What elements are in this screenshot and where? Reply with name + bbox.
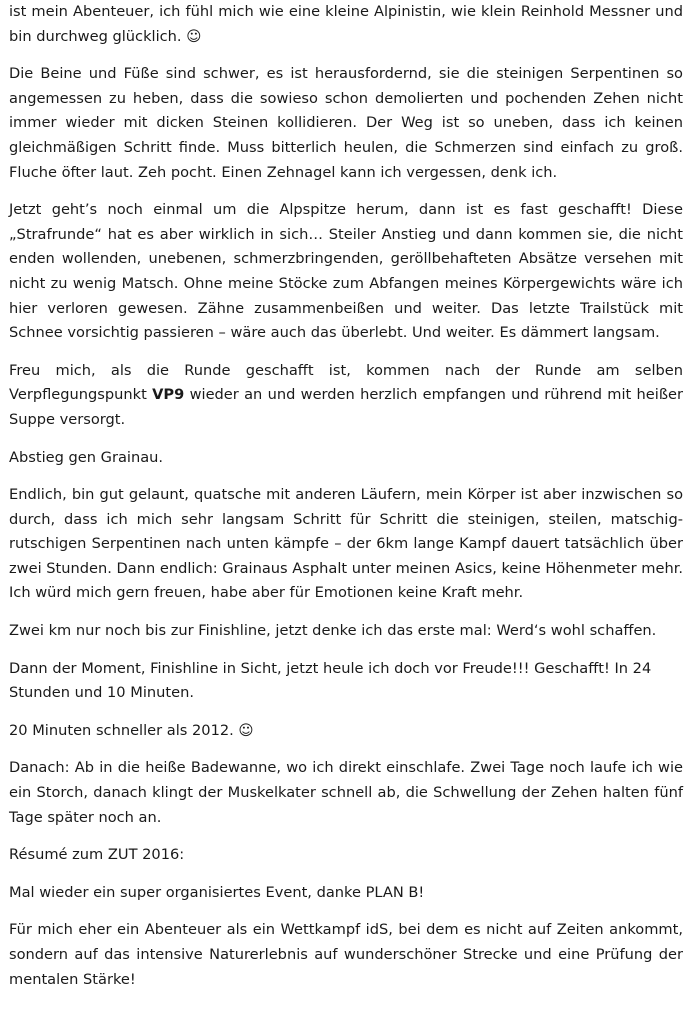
paragraph-adventure: ist mein Abenteuer, ich fühl mich wie eine kleine Alpinistin, wie klein Reinhold Messner und bin durchweg glücklich. ☺	[9, 3, 683, 45]
paragraph-conclusion: Für mich eher ein Abenteuer als ein Wettkampf idS, bei dem es nicht auf Zeiten ankommt, sondern auf das intensive Naturerlebnis auf wunderschöner Strecke und eine Prüfung der mentalen Stärke!	[9, 921, 683, 988]
paragraph-two-km: Zwei km nur noch bis zur Finishline, jetzt denke ich das erste mal: Werd‘s wohl schaffen.	[9, 622, 657, 640]
vp9-text-before: Freu mich, als die Runde geschafft ist, kommen nach der Runde am selben Verpflegungspunkt	[9, 361, 683, 404]
paragraph-alpspitze: Jetzt geht’s noch einmal um die Alpspitze herum, dann ist es fast geschafft! Diese „Strafrunde“ hat es aber wirklich in sich… Steiler Anstieg und dann kommen sie, die nicht enden wollenden, unebenen, schmerzbringenden, geröllbehafteten Absätze versehen mit nicht zu wenig Matsch. Ohne meine Stöcke zum Abfangen meines Körpergewichts wäre ich hier verloren gewesen. Zähne zusammenbeißen und weiter. Das letzte Trailstück mit Schnee vorsichtig passieren – wäre auch das überlebt. Und weiter. Es dämmert langsam.	[9, 201, 683, 342]
paragraph-resume-heading: Résumé zum ZUT 2016:	[9, 846, 185, 864]
vp9-text-after: wieder an und werden herzlich empfangen und rührend mit heißer Suppe versorgt.	[9, 386, 683, 428]
paragraph-heavy-legs: Die Beine und Füße sind schwer, es ist herausfordernd, sie die steinigen Serpentinen so angemessen zu heben, dass die sowieso schon demolierten und pochenden Zehen nicht immer wieder mit dicken Steinen kollidieren. Der Weg ist so uneben, dass ich keinen gleichmäßigen Schritt finde. Muss bitterlich heulen, die Schmerzen sind einfach zu groß. Fluche öfter laut. Zeh pocht. Einen Zehnagel kann ich vergessen, denk ich.	[9, 65, 683, 181]
vp9-bold-label: VP9	[152, 386, 185, 404]
document-page	[9, 0, 683, 1005]
paragraph-finish: Dann der Moment, Finishline in Sicht, jetzt heule ich doch vor Freude!!! Geschafft! In 24 Stunden und 10 Minuten.	[9, 659, 652, 702]
paragraph-descent: Endlich, bin gut gelaunt, quatsche mit anderen Läufern, mein Körper ist aber inzwischen so durch, dass ich mich sehr langsam Schritt für Schritt die steinigen, steilen, matschig-rutschigen Serpentinen nach unten kämpfe – der 6km lange Kampf dauert tatsächlich über zwei Stunden. Dann endlich: Grainaus Asphalt unter meinen Asics, keine Höhenmeter mehr. Ich würd mich gern freuen, habe aber für Emotionen keine Kraft mehr.	[9, 486, 683, 602]
paragraph-afterwards: Danach: Ab in die heiße Badewanne, wo ich direkt einschlafe. Zwei Tage noch laufe ich wie ein Storch, danach klingt der Muskelkater schnell ab, die Schwellung der Zehen halten fünf Tage später noch an.	[9, 759, 683, 826]
paragraph-plan-b: Mal wieder ein super organisiertes Event, danke PLAN B!	[9, 883, 425, 901]
paragraph-vp9	[9, 359, 683, 433]
paragraph-descent-heading: Abstieg gen Grainau.	[9, 448, 164, 466]
paragraph-faster: 20 Minuten schneller als 2012. ☺	[9, 721, 254, 739]
